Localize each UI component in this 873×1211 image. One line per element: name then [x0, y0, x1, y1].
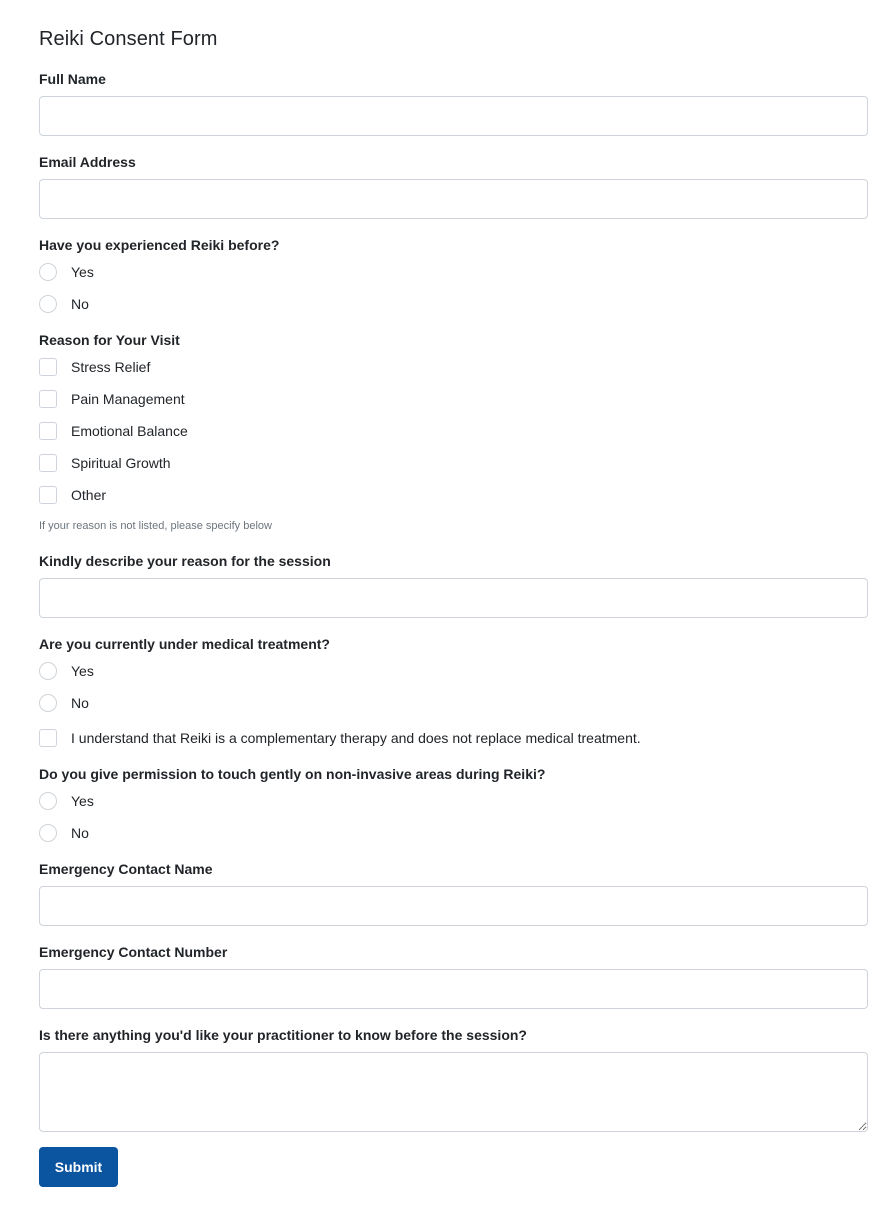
- reason-pain-management-option[interactable]: [39, 389, 185, 409]
- notes-textarea[interactable]: [39, 1052, 868, 1132]
- medical-yes-label: Yes: [71, 663, 94, 679]
- touch-permission-label: Do you give permission to touch gently on non-invasive areas during Reiki?: [39, 766, 546, 782]
- experienced-yes-label: Yes: [71, 264, 94, 280]
- reason-stress-relief-option[interactable]: [39, 357, 150, 377]
- reason-other-option[interactable]: [39, 485, 106, 505]
- reason-spiritual-growth-option[interactable]: [39, 453, 171, 473]
- touch-yes-option[interactable]: [39, 791, 94, 811]
- form-title: Reiki Consent Form: [39, 28, 218, 50]
- emergency-number-label: Emergency Contact Number: [39, 944, 228, 960]
- reason-emotional-balance-option[interactable]: [39, 421, 188, 441]
- emergency-name-input[interactable]: [39, 886, 868, 926]
- medical-yes-radio[interactable]: [39, 662, 57, 680]
- acknowledgement-label: I understand that Reiki is a complementary therapy and does not replace medical treatment.: [71, 730, 641, 746]
- reason-spiritual-growth-label: Spiritual Growth: [71, 455, 171, 471]
- emergency-number-input[interactable]: [39, 969, 868, 1009]
- experienced-yes-option[interactable]: [39, 262, 94, 282]
- reason-pain-management-checkbox[interactable]: [39, 390, 57, 408]
- reason-stress-relief-label: Stress Relief: [71, 359, 151, 375]
- reason-pain-management-label: Pain Management: [71, 391, 185, 407]
- full-name-label: Full Name: [39, 71, 106, 87]
- reason-emotional-balance-label: Emotional Balance: [71, 423, 188, 439]
- touch-yes-label: Yes: [71, 793, 94, 809]
- reason-hint: If your reason is not listed, please specify below: [39, 520, 272, 532]
- reason-other-label: Other: [71, 487, 107, 503]
- medical-treatment-label: Are you currently under medical treatment?: [39, 636, 330, 652]
- experienced-no-label: No: [71, 296, 89, 312]
- experienced-no-option[interactable]: [39, 294, 89, 314]
- acknowledgement-checkbox[interactable]: [39, 729, 57, 747]
- medical-no-radio[interactable]: [39, 694, 57, 712]
- reason-spiritual-growth-checkbox[interactable]: [39, 454, 57, 472]
- medical-no-option[interactable]: [39, 693, 89, 713]
- medical-no-label: No: [71, 695, 89, 711]
- full-name-input[interactable]: [39, 96, 868, 136]
- reason-other-checkbox[interactable]: [39, 486, 57, 504]
- experienced-label: Have you experienced Reiki before?: [39, 237, 280, 253]
- email-label: Email Address: [39, 154, 136, 170]
- touch-no-radio[interactable]: [39, 824, 57, 842]
- experienced-no-radio[interactable]: [39, 295, 57, 313]
- touch-no-option[interactable]: [39, 823, 89, 843]
- submit-button[interactable]: Submit: [39, 1147, 118, 1187]
- experienced-yes-radio[interactable]: [39, 263, 57, 281]
- email-input[interactable]: [39, 179, 868, 219]
- reason-label: Reason for Your Visit: [39, 332, 180, 348]
- emergency-name-label: Emergency Contact Name: [39, 861, 213, 877]
- describe-reason-input[interactable]: [39, 578, 868, 618]
- describe-reason-label: Kindly describe your reason for the session: [39, 553, 331, 569]
- acknowledgement-option[interactable]: [39, 728, 641, 748]
- notes-label: Is there anything you'd like your practitioner to know before the session?: [39, 1027, 527, 1043]
- touch-no-label: No: [71, 825, 89, 841]
- touch-yes-radio[interactable]: [39, 792, 57, 810]
- reason-emotional-balance-checkbox[interactable]: [39, 422, 57, 440]
- medical-yes-option[interactable]: [39, 661, 94, 681]
- reason-stress-relief-checkbox[interactable]: [39, 358, 57, 376]
